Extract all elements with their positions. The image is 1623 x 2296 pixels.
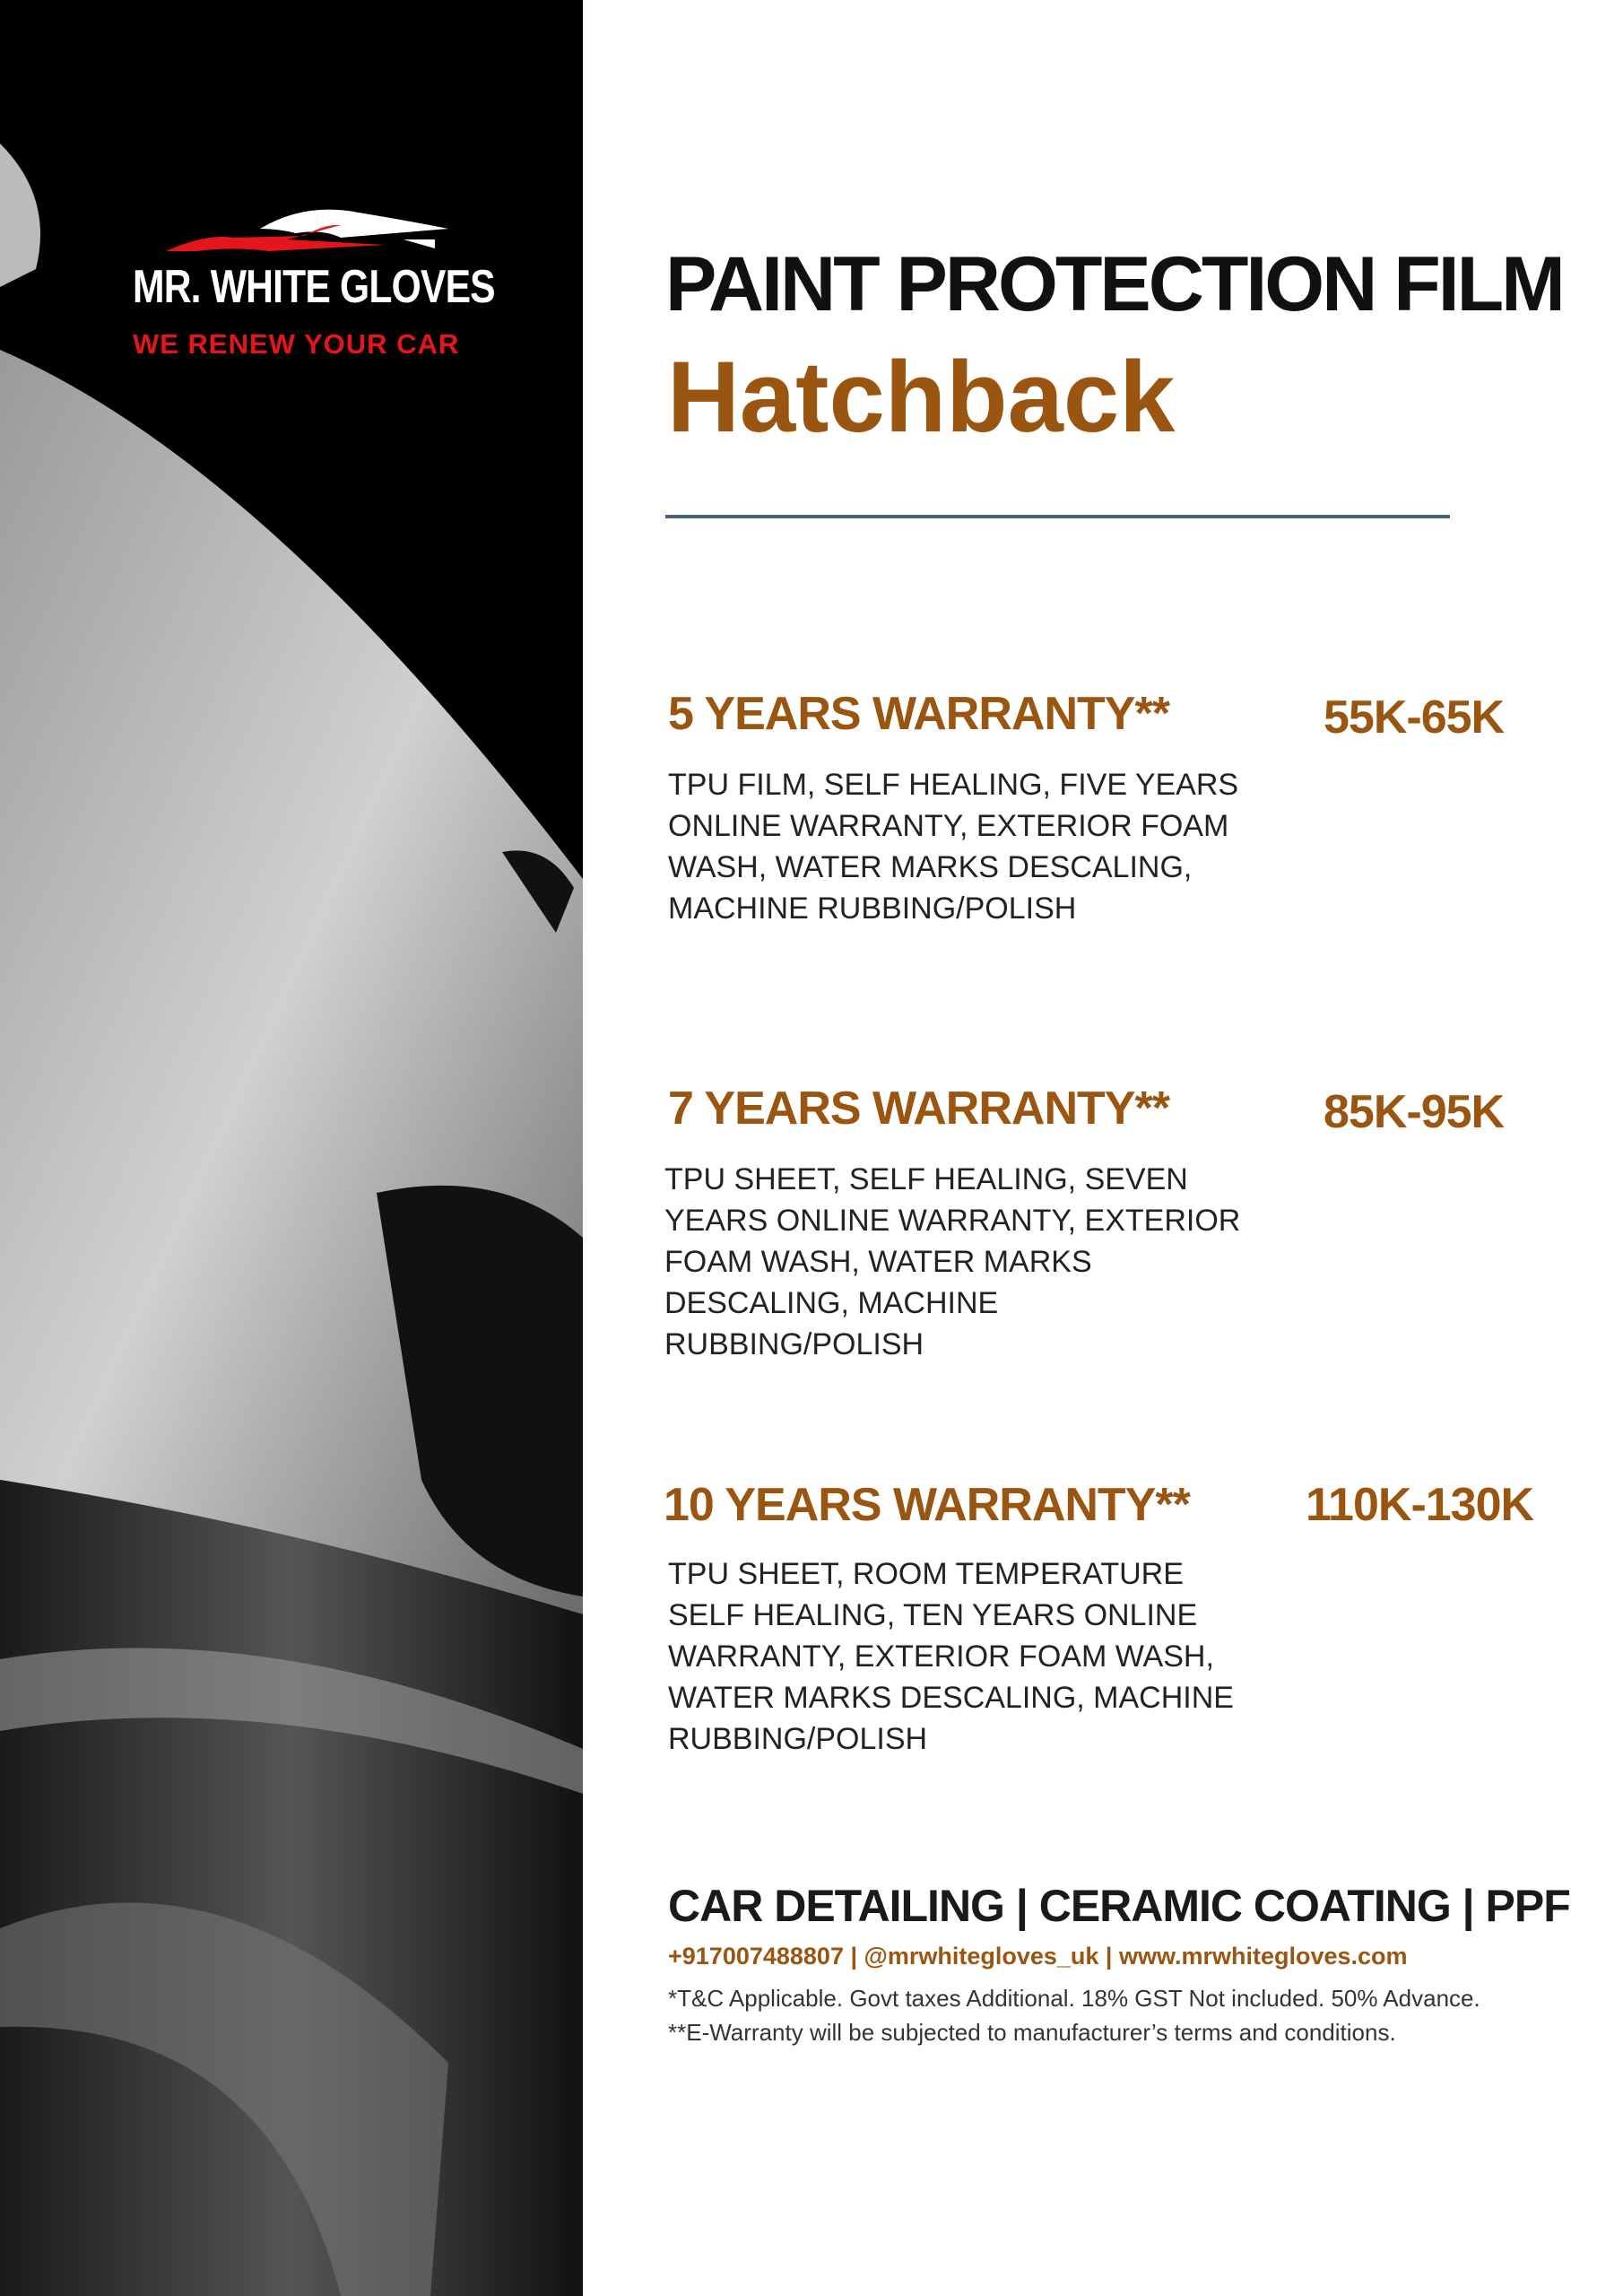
package-price: 110K-130K bbox=[1306, 1479, 1534, 1531]
package-price: 55K-65K bbox=[1324, 691, 1505, 744]
package-price: 85K-95K bbox=[1324, 1086, 1505, 1138]
package-description: TPU SHEET, ROOM TEMPERATURE SELF HEALING, TEN YEARS ONLINE WARRANTY, EXTERIOR FOAM WASH, WATER MARKS DESCALING, MACHINE RUBBING/POLISH bbox=[668, 1557, 1234, 1756]
page-subtitle: Hatchback bbox=[667, 341, 1176, 453]
package-heading: 10 YEARS WARRANTY** bbox=[664, 1479, 1190, 1531]
package-description: TPU FILM, SELF HEALING, FIVE YEARS ONLINE WARRANTY, EXTERIOR FOAM WASH, WATER MARKS DESCALING, MACHINE RUBBING/POLISH bbox=[668, 768, 1239, 926]
hero-photo-panel bbox=[0, 0, 583, 2296]
brand-name: MR. WHITE GLOVES bbox=[133, 261, 495, 313]
services-line: CAR DETAILING | CERAMIC COATING | PPF bbox=[668, 1881, 1570, 1931]
divider bbox=[665, 515, 1450, 518]
package-heading: 5 YEARS WARRANTY** bbox=[668, 688, 1169, 740]
package-description: TPU SHEET, SELF HEALING, SEVEN YEARS ONLINE WARRANTY, EXTERIOR FOAM WASH, WATER MARKS DESCALING, MACHINE RUBBING/POLISH bbox=[664, 1162, 1241, 1361]
warranty-note: **E-Warranty will be subjected to manufacturer’s terms and conditions. bbox=[668, 2019, 1396, 2046]
page-title: PAINT PROTECTION FILM bbox=[665, 241, 1563, 327]
terms-note: *T&C Applicable. Govt taxes Additional. 18% GST Not included. 50% Advance. bbox=[668, 1985, 1480, 2012]
package-heading: 7 YEARS WARRANTY** bbox=[668, 1083, 1169, 1135]
contact-line: +917007488807 | @mrwhitegloves_uk | www.mrwhitegloves.com bbox=[668, 1943, 1408, 1970]
brand-tagline: WE RENEW YOUR CAR bbox=[133, 328, 460, 360]
